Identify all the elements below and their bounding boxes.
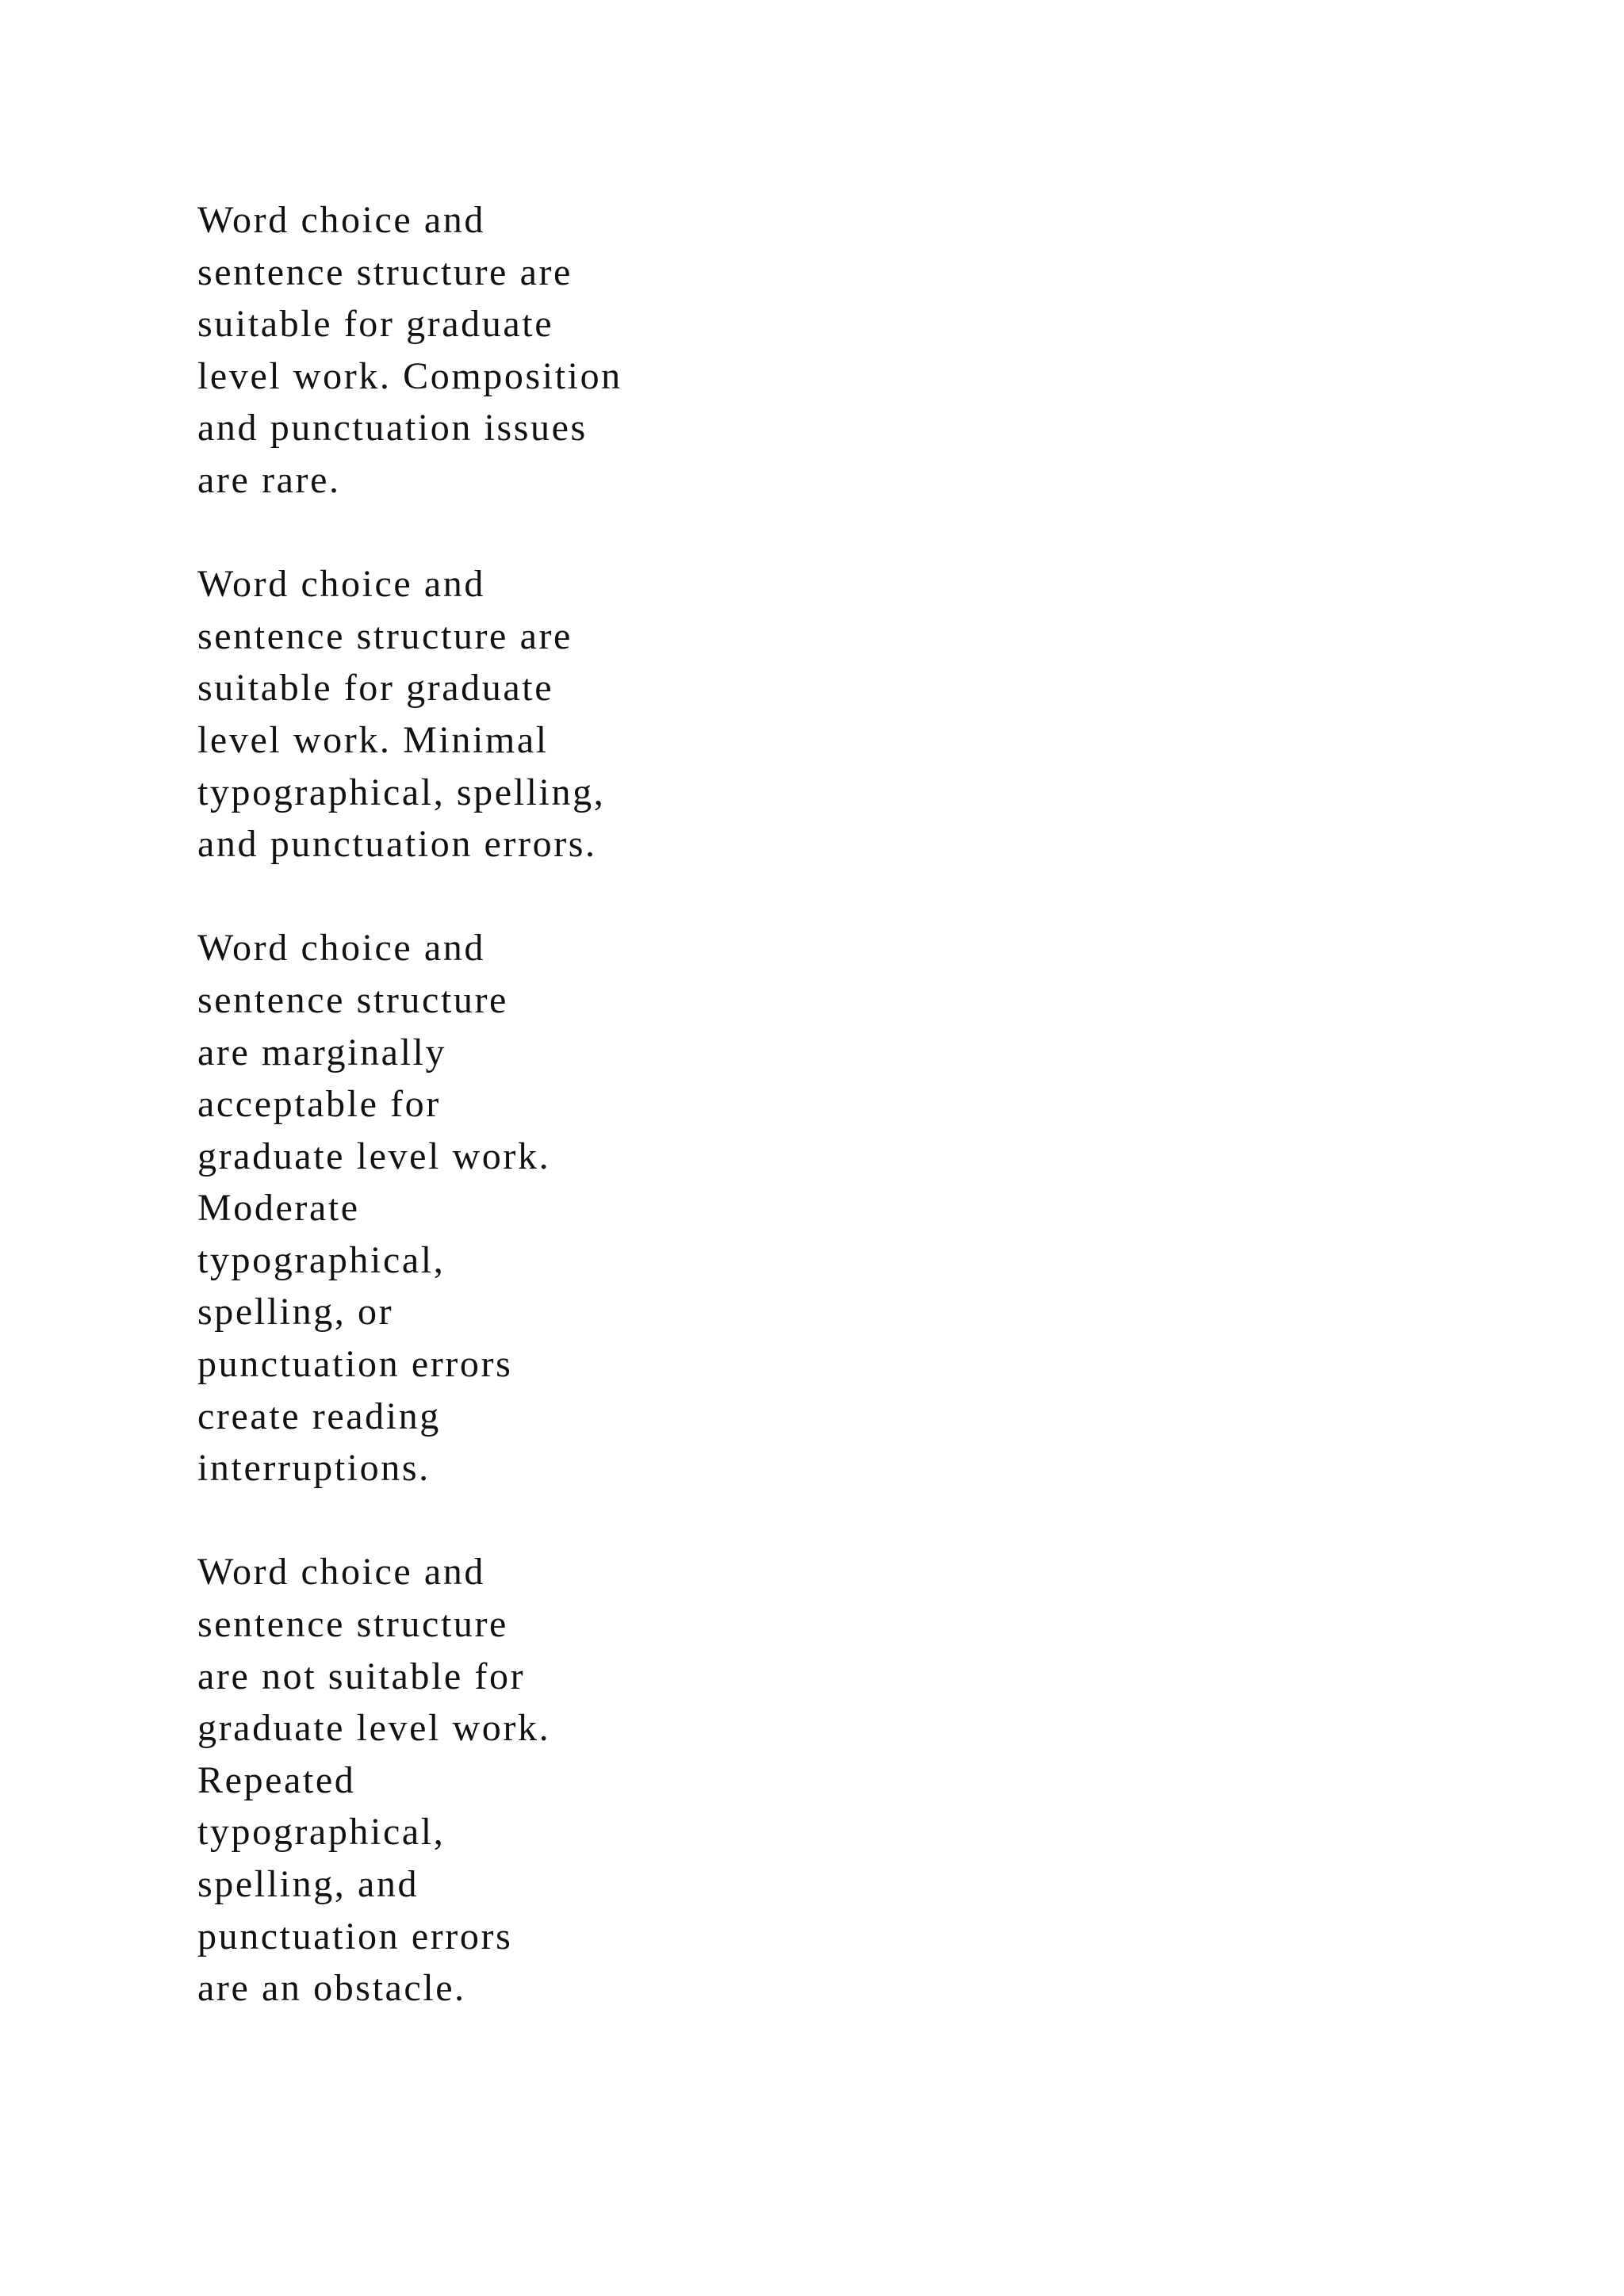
text-line: typographical, spelling, bbox=[197, 771, 606, 813]
text-line: sentence structure bbox=[197, 978, 508, 1021]
text-line: punctuation errors bbox=[197, 1915, 513, 1957]
rubric-text-column bbox=[197, 194, 911, 2015]
rubric-paragraph-1 bbox=[197, 194, 911, 507]
text-line: are rare. bbox=[197, 458, 341, 501]
text-line: and punctuation issues bbox=[197, 407, 588, 450]
text-line: spelling, and bbox=[197, 1863, 419, 1905]
text-line: Word choice and bbox=[197, 927, 485, 970]
rubric-paragraph-3 bbox=[197, 922, 911, 1494]
text-line: create reading bbox=[197, 1395, 441, 1437]
rubric-paragraph-4 bbox=[197, 1546, 911, 2014]
text-line: punctuation errors bbox=[197, 1343, 513, 1386]
text-line: graduate level work. bbox=[197, 1135, 551, 1177]
text-line: are not suitable for bbox=[197, 1655, 526, 1697]
text-line: level work. Minimal bbox=[197, 718, 549, 761]
text-line: suitable for graduate bbox=[197, 303, 554, 346]
text-line: Repeated bbox=[197, 1758, 356, 1801]
text-line: interruptions. bbox=[197, 1447, 431, 1490]
text-line: sentence structure are bbox=[197, 251, 573, 293]
text-line: sentence structure are bbox=[197, 614, 573, 657]
text-line: sentence structure bbox=[197, 1603, 508, 1646]
text-line: acceptable for bbox=[197, 1083, 441, 1126]
text-line: typographical, bbox=[197, 1238, 446, 1281]
text-line: are marginally bbox=[197, 1031, 447, 1073]
text-line: and punctuation errors. bbox=[197, 823, 597, 866]
text-line: Moderate bbox=[197, 1187, 360, 1230]
text-line: level work. Composition bbox=[197, 354, 622, 397]
text-line: spelling, or bbox=[197, 1291, 394, 1334]
text-line: graduate level work. bbox=[197, 1707, 551, 1750]
text-line: suitable for graduate bbox=[197, 667, 554, 710]
text-line: Word choice and bbox=[197, 563, 485, 606]
text-line: Word choice and bbox=[197, 1551, 485, 1594]
text-line: typographical, bbox=[197, 1811, 446, 1854]
text-line: are an obstacle. bbox=[197, 1967, 466, 2010]
text-line: Word choice and bbox=[197, 199, 485, 241]
rubric-paragraph-2 bbox=[197, 558, 911, 871]
